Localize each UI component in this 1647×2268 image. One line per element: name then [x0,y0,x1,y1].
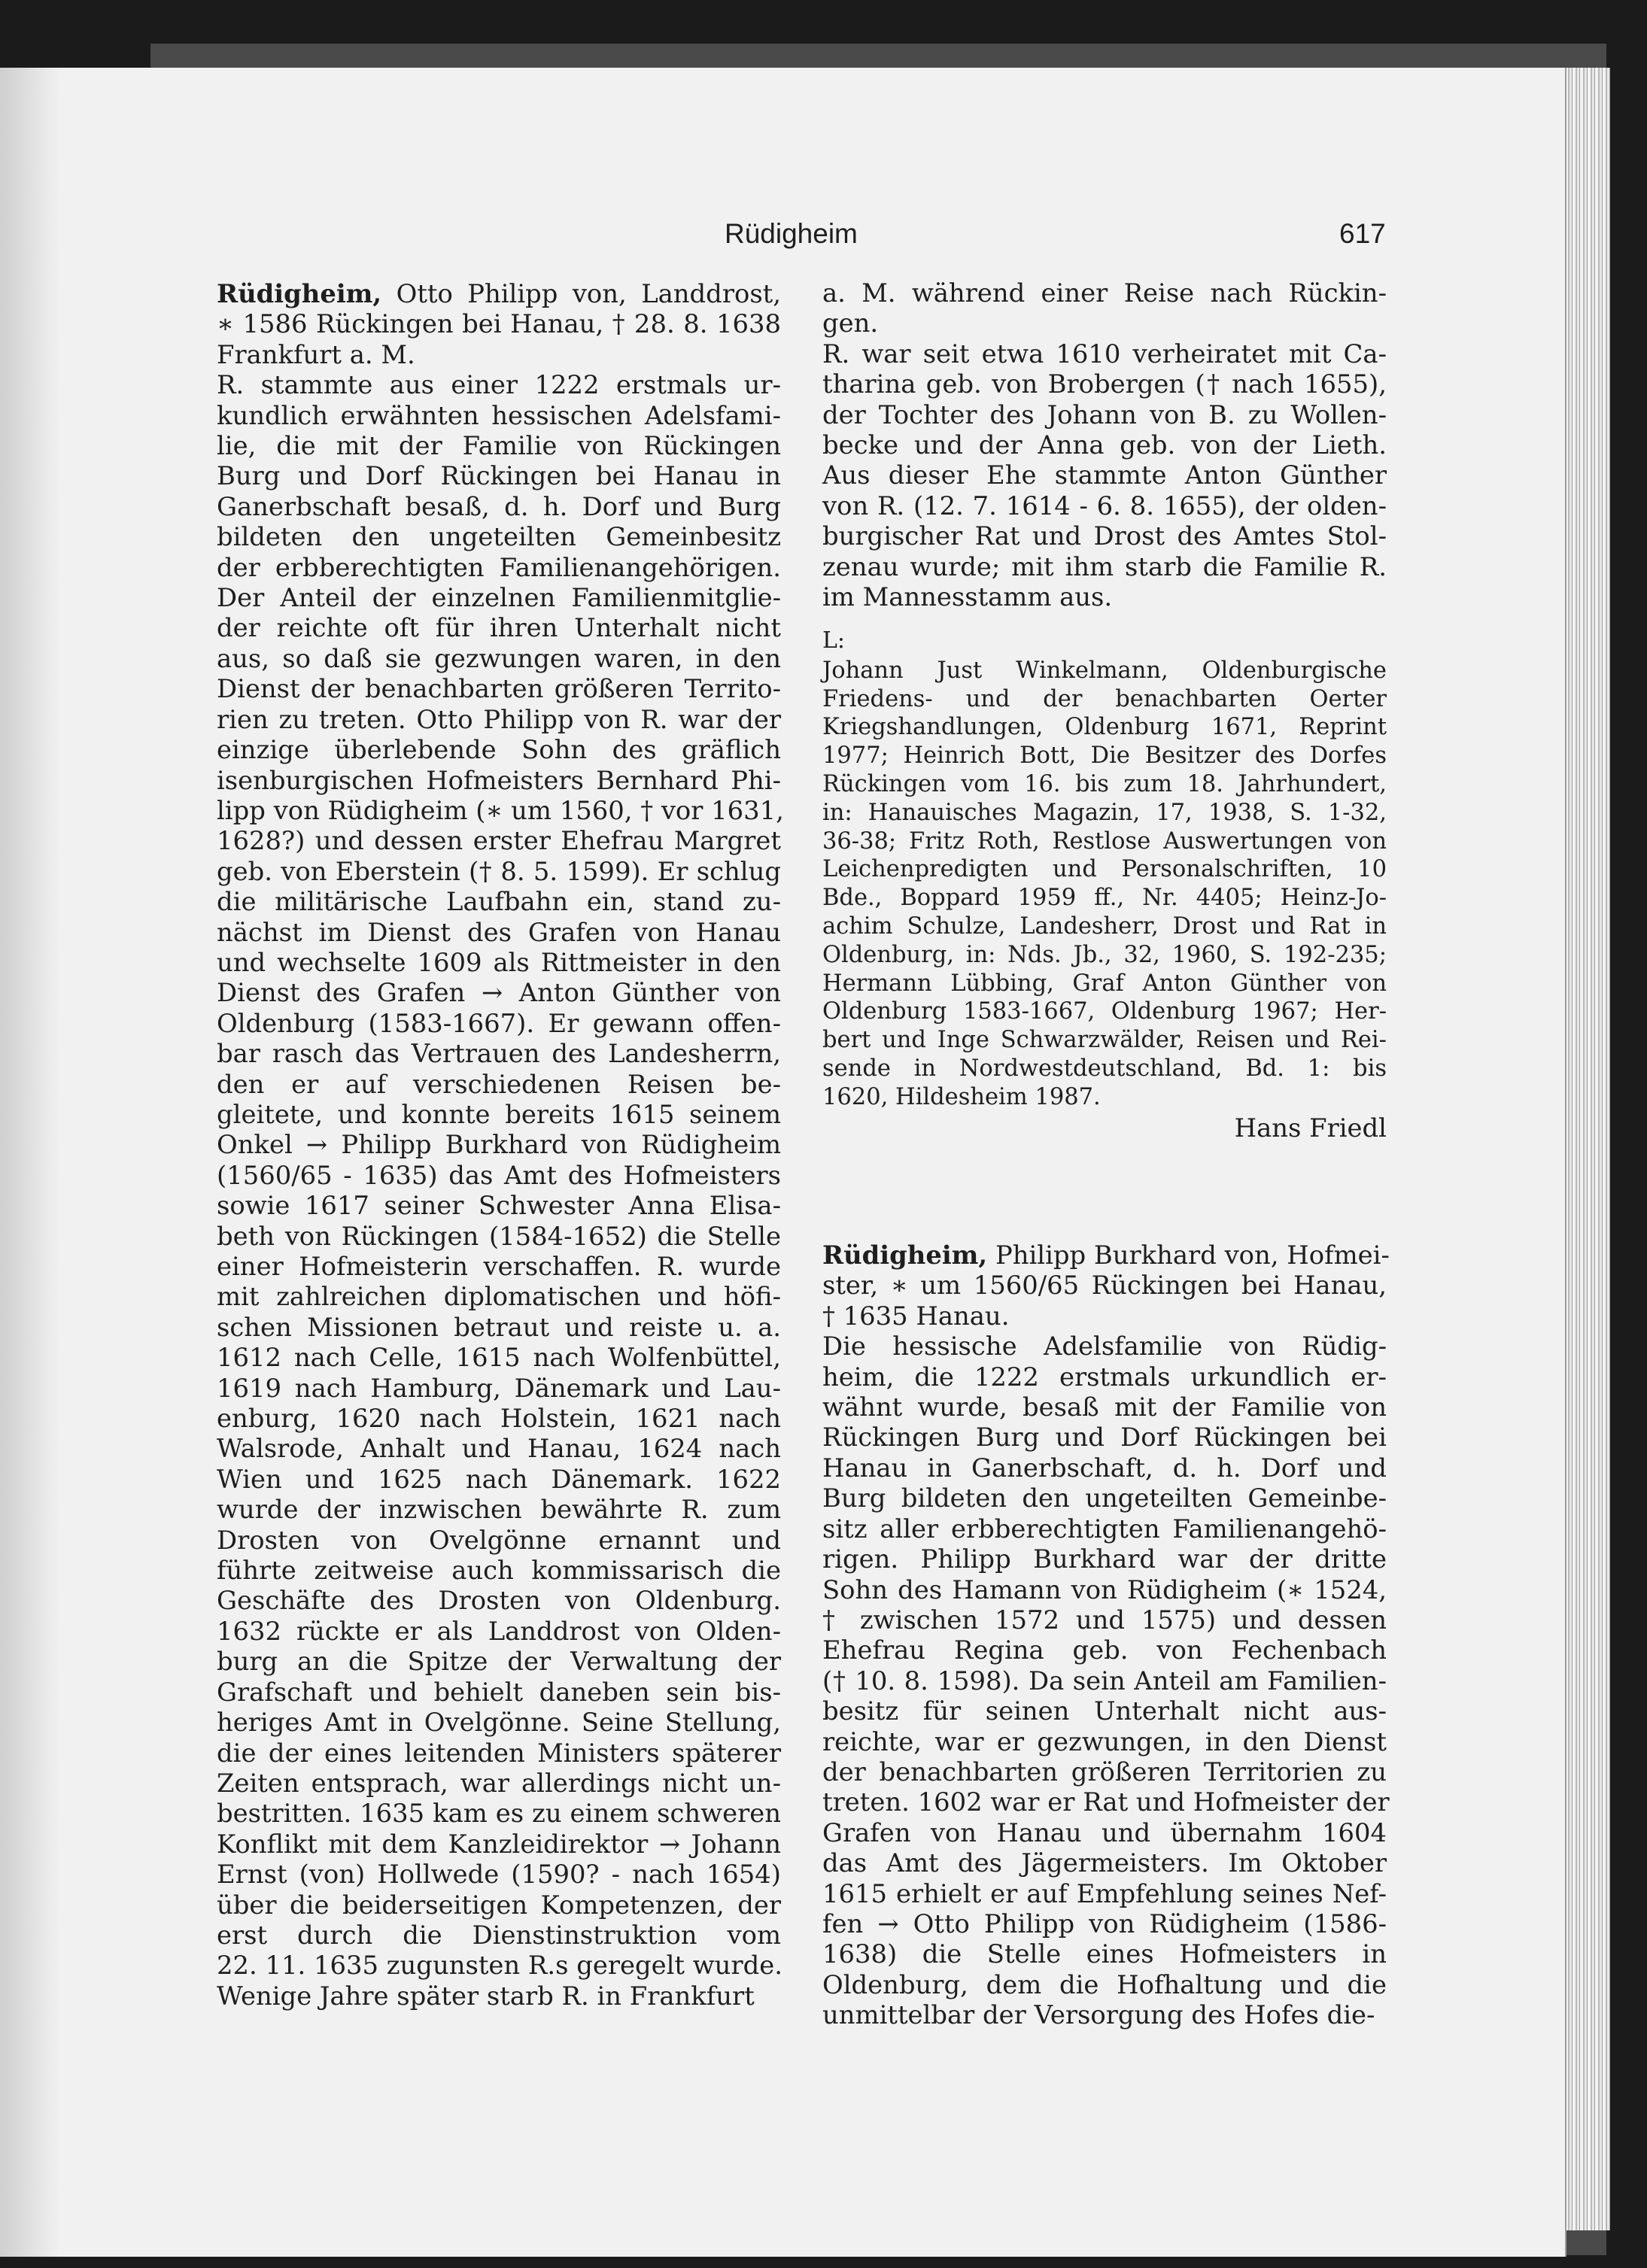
text-line: Drosten von Ovelgönne ernannt und [217,1525,781,1555]
text-line: Oldenburg, dem die Hofhaltung und die [822,1969,1387,1999]
text-line: der benachbarten größeren Territorien zu [822,1756,1387,1787]
text-line: gleitete, und konnte bereits 1615 seinem [217,1099,781,1129]
entry-otto-philipp [217,278,784,2011]
text-line: beth von Rückingen (1584-1652) die Stelle [217,1221,781,1251]
text-line: heriges Amt in Ovelgönne. Seine Stellung, [217,1708,781,1738]
text-line: Oldenburg 1583-1667, Oldenburg 1967; Her- [822,998,1387,1025]
running-head-title: Rüdigheim [725,218,858,249]
author-signature: Hans Friedl [1234,1113,1387,1143]
page-number: 617 [1339,218,1386,249]
text-line: burg an die Spitze der Verwaltung der [217,1647,781,1677]
text-line: rigen. Philipp Burkhard war der dritte [822,1544,1387,1574]
text-line: Burg bildeten den ungeteilten Gemeinbe- [822,1483,1387,1514]
entry-separator [822,1143,1387,1240]
text-line: ster, ∗ um 1560/65 Rückingen bei Hanau, [822,1271,1387,1301]
entry-first-line [217,278,781,309]
text-line: im Mannesstamm aus. [822,582,1113,612]
text-line: reichte, war er gezwungen, in den Dienst [822,1726,1387,1756]
entry-body [822,1271,1390,2030]
text-line: lipp von Rüdigheim (∗ um 1560, † vor 1631, [217,795,784,825]
text-line: führte zeitweise auch kommissarisch die [217,1556,781,1586]
text-line: Bde., Boppard 1959 ff., Nr. 4405; Heinz-Jo- [822,885,1387,912]
text-line: einer Hofmeisterin verschaffen. R. wurde [217,1252,781,1281]
text-line: Kriegshandlungen, Oldenburg 1671, Reprint [822,714,1387,741]
text-line: Die hessische Adelsfamilie von Rüdig- [822,1331,1387,1362]
text-line: Hanau in Ganerbschaft, d. h. Dorf und [822,1453,1387,1483]
text-line: Wenige Jahre später starb R. in Frankfurt [217,1981,755,2011]
text-line: wurde der inzwischen bewährte R. zum [217,1495,781,1525]
text-line: † zwischen 1572 und 1575) und dessen [822,1605,1387,1635]
entry-body [217,309,784,2011]
text-line: bildeten den ungeteilten Gemeinbesitz [217,522,781,552]
text-line: Konflikt mit dem Kanzleidirektor → Johann [217,1829,781,1859]
left-column [217,278,784,2011]
text-line: Leichenpredigten und Personalschriften, 10 [822,856,1387,883]
entry-first-line [822,1240,1390,1271]
text-line: unmittelbar der Versorgung des Hofes die- [822,2000,1375,2030]
text-line: 1628?) und dessen erster Ehefrau Margret [217,826,781,856]
text-line: Hermann Lübbing, Graf Anton Günther von [822,970,1387,997]
spine-shadow [0,68,60,2257]
text-line: in: Hanauisches Magazin, 17, 1938, S. 1-32, [822,799,1387,826]
text-line: Ehefrau Regina geb. von Fechenbach [822,1635,1387,1665]
text-line: Aus dieser Ehe stammte Anton Günther [822,460,1387,490]
text-line: bestritten. 1635 kam es zu einem schweren [217,1799,781,1829]
text-line: isenburgischen Hofmeisters Bernhard Phi- [217,765,781,795]
text-line: 1638) die Stelle eines Hofmeisters in [822,1939,1387,1969]
text-line: becke und der Anna geb. von der Lieth. [822,430,1387,460]
text-line: 1619 nach Hamburg, Dänemark und Lau- [217,1373,781,1403]
text-line: Walsrode, Anhalt und Hanau, 1624 nach [217,1434,781,1464]
headword: Rüdigheim, [822,1240,988,1271]
text-line: enburg, 1620 nach Holstein, 1621 nach [217,1404,781,1434]
text-line: 1612 nach Celle, 1615 nach Wolfenbüttel, [217,1343,781,1373]
text-line: (1560/65 - 1635) das Amt des Hofmeisters [217,1160,781,1190]
text-line: Ernst (von) Hollwede (1590? - nach 1654) [217,1860,781,1890]
text-line: den er auf verschiedenen Reisen be- [217,1069,781,1099]
literature-list [822,657,1387,1112]
text-line: einzige überlebende Sohn des gräflich [217,735,781,765]
text-line: geb. von Eberstein († 8. 5. 1599). Er schlug [217,856,781,886]
text-line: Oldenburg, in: Nds. Jb., 32, 1960, S. 192-235; [822,941,1387,968]
text-line: der erbberechtigten Familienangehörigen. [217,552,781,582]
text-line: Johann Just Winkelmann, Oldenburgische [822,657,1387,684]
text-line: bert und Inge Schwarzwälder, Reisen und Rei- [822,1027,1387,1054]
text-line: die militärische Laufbahn ein, stand zu- [217,887,781,917]
text-line: Dienst der benachbarten größeren Territo- [217,674,781,704]
text-line: sowie 1617 seiner Schwester Anna Elisa- [217,1191,781,1221]
text-line: Oldenburg (1583-1667). Er gewann offen- [217,1008,781,1038]
text-line: 1620, Hildesheim 1987. [822,1083,1101,1110]
text-line: wähnt wurde, besaß mit der Familie von [822,1392,1387,1422]
entry-philipp-burkhard [822,1240,1390,2031]
text-line: achim Schulze, Landesherr, Drost und Rat in [822,913,1387,940]
running-head [0,218,1565,263]
headword: Rüdigheim, [217,278,382,308]
text-line: burgischer Rat und Drost des Amtes Stol- [822,521,1387,551]
text-line: 1615 erhielt er auf Empfehlung seines Nef- [822,1878,1387,1908]
text-line: † 1635 Hanau. [822,1301,1010,1331]
text-line: die der eines leitenden Ministers späterer [217,1738,781,1768]
text-line: Dienst des Grafen → Anton Günther von [217,978,781,1008]
text-line: bar rasch das Vertrauen des Landesherrn, [217,1039,781,1069]
text-line: Friedens- und der benachbarten Oerter [822,685,1387,712]
text-line: Burg und Dorf Rückingen bei Hanau in [217,461,781,491]
text-line: von R. (12. 7. 1614 - 6. 8. 1655), der olden- [822,490,1387,521]
text-line: 22. 11. 1635 zugunsten R.s geregelt wurde. [217,1951,782,1981]
right-column [822,278,1390,2031]
text-line: heim, die 1222 erstmals urkundlich er- [822,1362,1387,1392]
text-line: Ganerbschaft besaß, d. h. Dorf und Burg [217,491,781,521]
literature-label: L: [822,627,846,654]
text-line: († 10. 8. 1598). Da sein Anteil am Familien- [822,1665,1387,1696]
text-line: rien zu treten. Otto Philipp von R. war der [217,704,781,734]
text-line: ∗ 1586 Rückingen bei Hanau, † 28. 8. 1638 [217,309,781,339]
text-line: über die beiderseitigen Kompetenzen, der [217,1890,781,1920]
text-line: Frankfurt a. M. [217,339,415,369]
text-line: R. stammte aus einer 1222 erstmals ur- [217,370,781,400]
entry-title-rest: Otto Philipp von, Landdrost, [396,279,781,308]
text-line: kundlich erwähnten hessischen Adelsfami- [217,400,781,430]
entry-otto-philipp-continued [822,278,1387,612]
text-line: fen → Otto Philipp von Rüdigheim (1586- [822,1908,1387,1939]
text-line: besitz für seinen Unterhalt nicht aus- [822,1696,1387,1726]
text-line: treten. 1602 war er Rat und Hofmeister der [822,1787,1390,1817]
text-line: a. M. während einer Reise nach Rückin- [822,278,1387,308]
text-line: 36-38; Fritz Roth, Restlose Auswertungen von [822,827,1387,855]
text-line: Sohn des Hamann von Rüdigheim (∗ 1524, [822,1574,1387,1605]
text-line: gen. [822,308,879,339]
text-line: mit zahlreichen diplomatischen und höfi- [217,1282,781,1312]
text-line: Rückingen vom 16. bis zum 18. Jahrhundert, [822,771,1387,798]
text-line: sende in Nordwestdeutschland, Bd. 1: bis [822,1055,1387,1082]
text-line: nächst im Dienst des Grafen von Hanau [217,917,781,947]
text-line: Geschäfte des Drosten von Oldenburg. [217,1586,781,1616]
text-line: erst durch die Dienstinstruktion vom [217,1920,781,1950]
text-line: schen Missionen betraut und reiste u. a. [217,1312,781,1342]
text-line: der reichte oft für ihren Unterhalt nicht [217,613,781,643]
text-line: Grafschaft und behielt daneben sein bis- [217,1677,781,1707]
entry-title-rest: Philipp Burkhard von, Hofmei- [995,1240,1390,1271]
text-line: und wechselte 1609 als Rittmeister in den [217,947,781,977]
text-line: 1632 rückte er als Landdrost von Olden- [217,1616,781,1646]
text-line: R. war seit etwa 1610 verheiratet mit Ca- [822,339,1387,369]
text-line: Zeiten entsprach, war allerdings nicht un- [217,1768,781,1798]
text-line: 1977; Heinrich Bott, Die Besitzer des Dorfes [822,742,1387,770]
text-line: Rückingen Burg und Dorf Rückingen bei [822,1422,1387,1453]
text-line: sitz aller erbberechtigten Familienangehö- [822,1514,1387,1544]
text-line: zenau wurde; mit ihm starb die Familie R. [822,551,1387,581]
text-line: der Tochter des Johann von B. zu Wollen- [822,399,1387,430]
text-line: aus, so daß sie gezwungen waren, in den [217,643,781,673]
text-line: Der Anteil der einzelnen Familienmitglie- [217,583,781,613]
text-line: Wien und 1625 nach Dänemark. 1622 [217,1464,781,1494]
text-line: das Amt des Jägermeisters. Im Oktober [822,1848,1387,1878]
text-line: tharina geb. von Brobergen († nach 1655), [822,369,1387,399]
text-line: lie, die mit der Familie von Rückingen [217,431,781,461]
text-line: Onkel → Philipp Burkhard von Rüdigheim [217,1130,781,1160]
text-line: Grafen von Hanau und übernahm 1604 [822,1817,1387,1847]
